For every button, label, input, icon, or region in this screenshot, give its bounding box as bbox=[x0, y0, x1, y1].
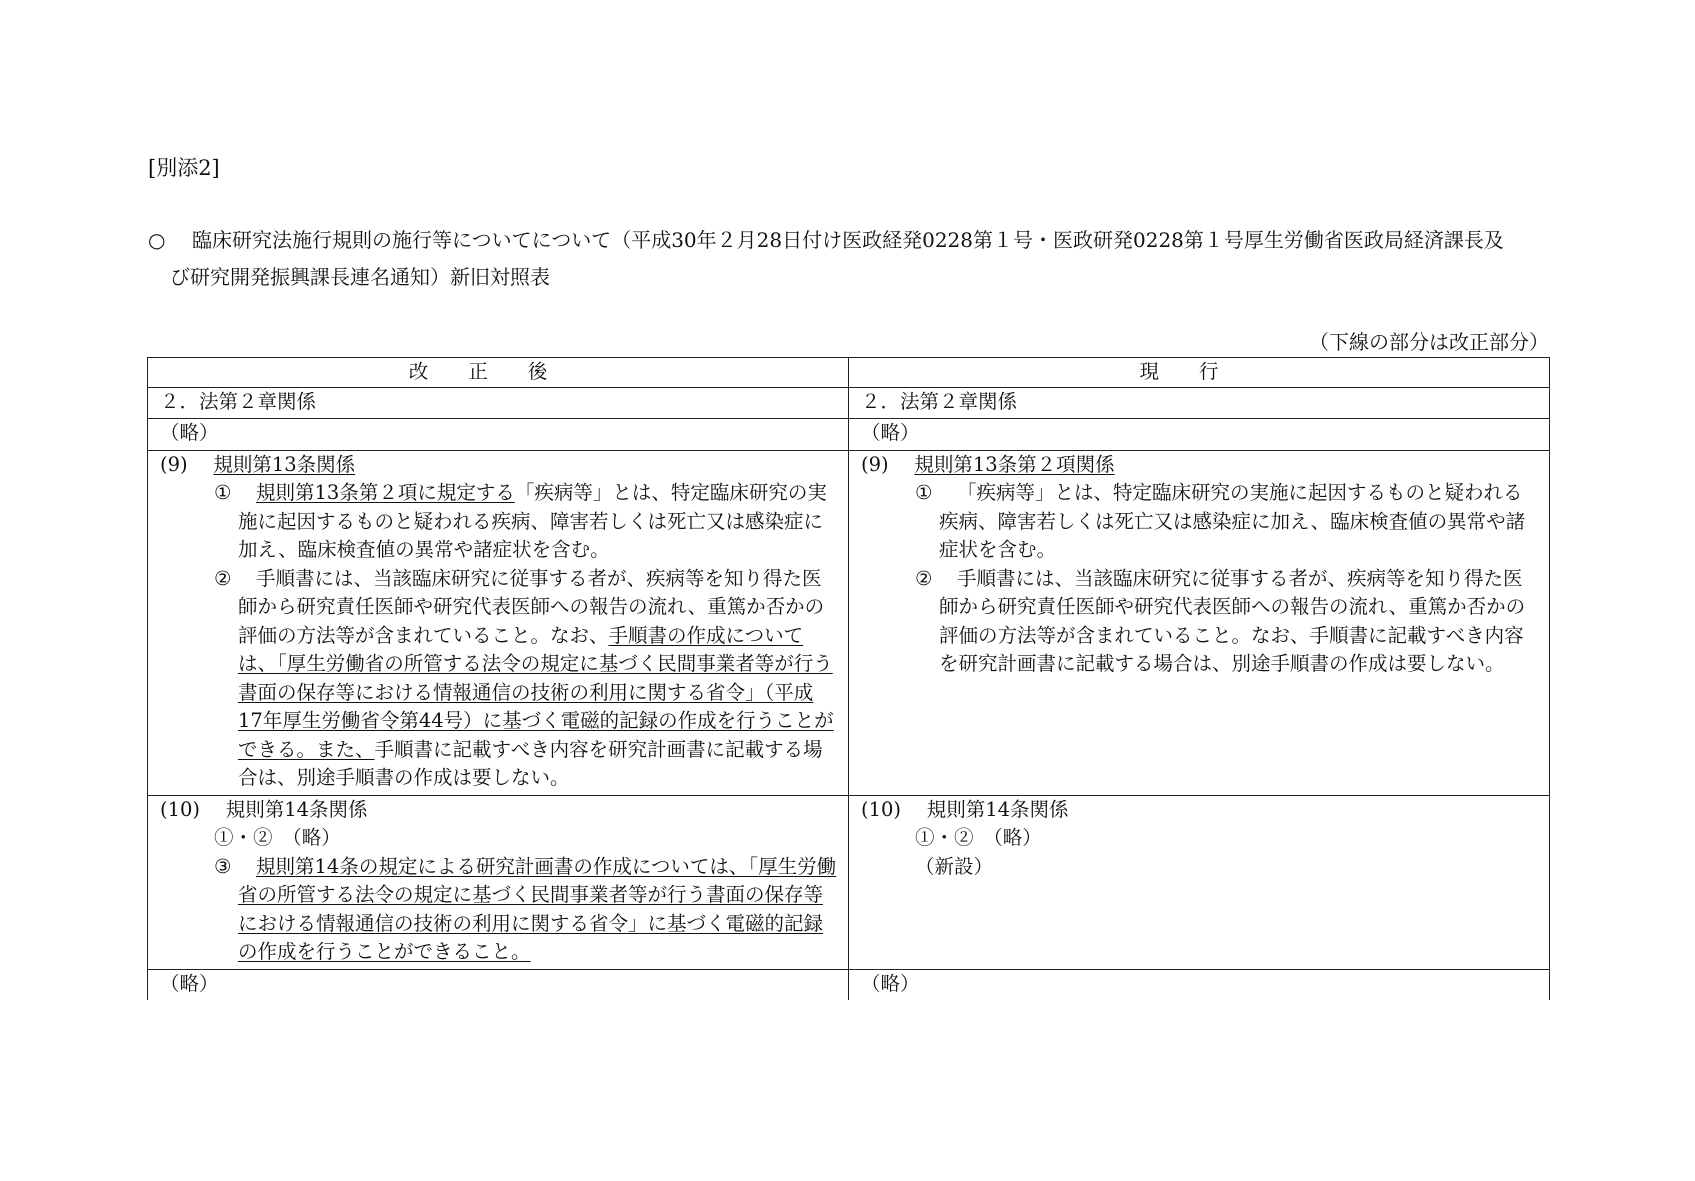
revised-item-2 bbox=[160, 565, 838, 793]
section-number: (9) bbox=[160, 452, 188, 476]
section-heading bbox=[160, 796, 838, 825]
section-title: 規則第13条第２項関係 bbox=[914, 452, 1115, 476]
section-number: (9) bbox=[861, 452, 889, 476]
title-line-1: 臨床研究法施行規則の施行等についてについて（平成30年２月28日付け医政経発0228第１号・医政研発0228第１号厚生労働省医政局経済課長及 bbox=[192, 228, 1504, 252]
item-text: 手順書には、当該臨床研究に従事する者が、疾病等を知り得た医師から研究責任医師や研究代表医師への報告の流れ、重篤か否かの評価の方法等が含まれていること。なお、 bbox=[238, 566, 825, 647]
attachment-label: [別添2] bbox=[148, 156, 220, 180]
current-item-2 bbox=[861, 565, 1539, 679]
item-marker: ② bbox=[915, 566, 933, 590]
section-title: 規則第13条関係 bbox=[213, 452, 356, 476]
revised-chapter: ２．法第２章関係 bbox=[148, 387, 849, 419]
revised-item-1 bbox=[160, 479, 838, 565]
comparison-table bbox=[147, 357, 1550, 1000]
revised-item-3 bbox=[160, 853, 838, 967]
section-10-row bbox=[148, 795, 1550, 969]
item-text: 手順書には、当該臨床研究に従事する者が、疾病等を知り得た医師から研究責任医師や研究代表医師への報告の流れ、重篤か否かの評価の方法等が含まれていること。なお、手順書に記載すべき内容を研究計画書に記載する場合は、別途手順書の作成は要しない。 bbox=[939, 566, 1526, 675]
current-omitted-1: （略） bbox=[849, 419, 1550, 451]
revised-section-9 bbox=[148, 450, 849, 795]
revised-section-10 bbox=[148, 795, 849, 969]
revised-omitted-2: （略） bbox=[148, 969, 849, 1000]
section-number: (10) bbox=[861, 797, 902, 821]
item-marker: ① bbox=[214, 481, 232, 504]
section-heading bbox=[160, 451, 838, 480]
new-provision: （新設） bbox=[915, 854, 994, 878]
title-bullet: ○ bbox=[148, 228, 166, 252]
item-marker: ① bbox=[915, 481, 933, 504]
revised-column-header: 改正後 bbox=[148, 358, 849, 388]
current-section-10 bbox=[849, 795, 1550, 969]
chapter-row bbox=[148, 387, 1550, 419]
item-marker: ③ bbox=[214, 854, 232, 878]
underline-note: （下線の部分は改正部分） bbox=[1309, 330, 1549, 354]
underlined-text: 規則第13条第２項に規定する bbox=[256, 481, 515, 504]
section-9-row bbox=[148, 450, 1550, 795]
section-number: (10) bbox=[160, 797, 201, 821]
item-marker: ② bbox=[214, 566, 232, 590]
section-title: 規則第14条関係 bbox=[926, 797, 1069, 821]
current-section-9 bbox=[849, 450, 1550, 795]
omitted-row-1 bbox=[148, 419, 1550, 451]
current-column-header: 現行 bbox=[849, 358, 1550, 388]
revised-items-1-2: ①・② （略） bbox=[214, 826, 341, 849]
header-row bbox=[148, 358, 1550, 388]
item-text: 「疾病等」とは、特定臨床研究の実施に起因するものと疑われる疾病、障害若しくは死亡又は感染症に加え、臨床検査値の異常や諸症状を含む。 bbox=[939, 481, 1526, 561]
section-title: 規則第14条関係 bbox=[225, 797, 368, 821]
section-heading bbox=[861, 451, 1539, 480]
revised-omitted-1: （略） bbox=[148, 419, 849, 451]
omitted-row-2 bbox=[148, 969, 1550, 1000]
item-text: 「疾病等」とは、特定臨床研究の実施に起因するものと疑われる疾病、障害若しくは死亡又は感染症に加え、臨床検査値の異常や諸症状を含む。 bbox=[238, 481, 827, 561]
current-chapter: ２．法第２章関係 bbox=[849, 387, 1550, 419]
title-line-2: び研究開発振興課長連名通知）新旧対照表 bbox=[170, 265, 550, 289]
current-items-1-2: ①・② （略） bbox=[915, 826, 1042, 849]
current-omitted-2: （略） bbox=[849, 969, 1550, 1000]
underlined-text: 手順書の作成については、「厚生労働省の所管する法令の規定に基づく民間事業者等が行う書面の保存等における情報通信の技術の利用に関する省令」（平成17年厚生労働省令第44号）に基づく電磁的記録の作成を行うことができる。また、 bbox=[238, 623, 834, 761]
item-text-end: 手順書に記載すべき内容を研究計画書に記載する場合は、別途手順書の作成は要しない。 bbox=[238, 737, 823, 789]
underlined-text: 規則第14条の規定による研究計画書の作成については、「厚生労働省の所管する法令の規定に基づく民間事業者等が行う書面の保存等における情報通信の技術の利用に関する省令」に基づく電磁的記録の作成を行うことができること。 bbox=[238, 854, 837, 963]
current-item-1 bbox=[861, 479, 1539, 565]
section-heading bbox=[861, 796, 1539, 825]
